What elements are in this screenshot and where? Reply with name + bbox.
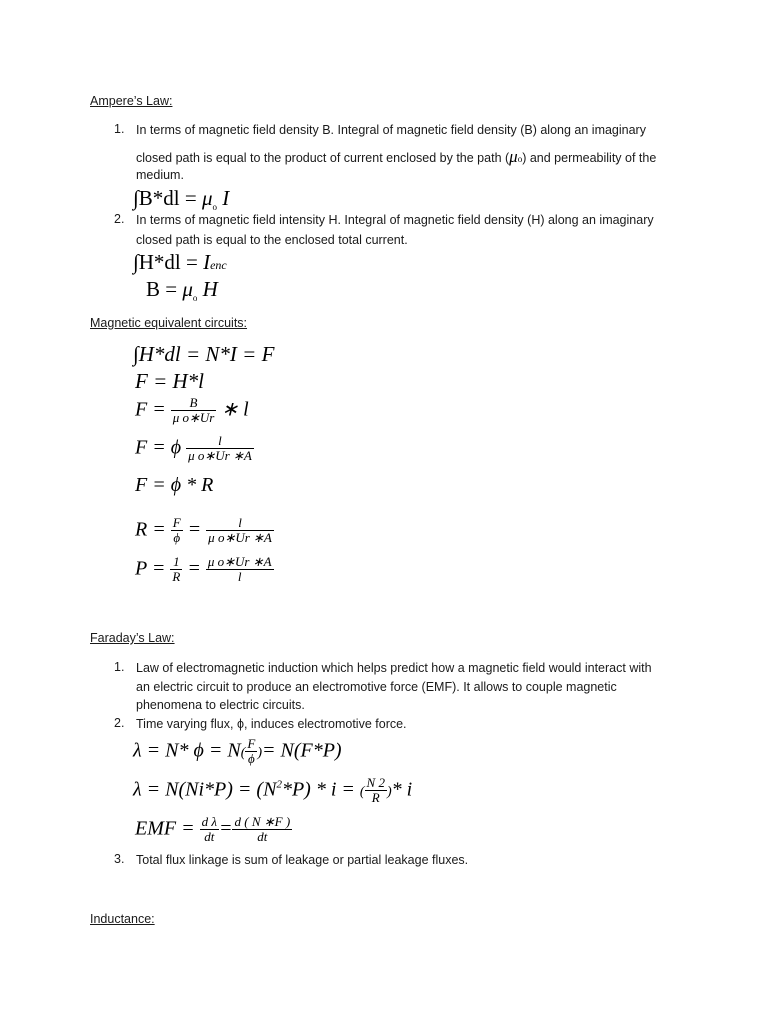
paren-open: ( (359, 784, 365, 800)
equation-reluctance (135, 516, 274, 546)
equation-ampere-b (133, 186, 229, 212)
ampere-item1-line2b: ) and permeability of the (522, 151, 657, 165)
fraction-numerator: F (247, 736, 256, 751)
paren-close: ) (386, 784, 392, 800)
faraday-item3-line1: Total flux linkage is sum of leakage or partial leakage fluxes. (136, 853, 469, 867)
fraction-numerator: B (171, 396, 217, 411)
ampere-item1-line3: medium. (136, 168, 184, 182)
fraction-denominator: μ o∗Ur ∗A (208, 530, 272, 546)
equation-f-phi-l (135, 434, 254, 464)
list-number: 1. (114, 660, 125, 674)
eq-lhs: R = (135, 518, 166, 541)
equation-f-phi-r: F = ϕ * R (135, 474, 214, 496)
fraction-numerator: F (172, 515, 181, 530)
list-number: 2. (114, 716, 125, 730)
fraction (245, 737, 257, 767)
eq-equals: = (218, 817, 233, 840)
equation-permeance (135, 555, 274, 585)
eq-lhs: EMF = (135, 817, 195, 840)
equation-b-mu-h (146, 277, 218, 303)
fraction-numerator: N 2 (366, 775, 385, 790)
eq-rhs: H (202, 277, 218, 301)
eq-mu: μ (182, 277, 193, 301)
faraday-item1-line2: an electric circuit to produce an electromotive force (EMF). It allows to couple magnetic (136, 680, 617, 694)
equation-flux-linkage-current (133, 776, 412, 806)
ampere-item1-line2 (136, 147, 656, 169)
eq-mid: *P) * i = (281, 778, 355, 801)
eq-rhs: I (203, 250, 211, 274)
fraction (365, 776, 387, 806)
fraction-denominator: ϕ (173, 530, 181, 546)
faraday-item2-line1: Time varying flux, ϕ, induces electromotive force. (136, 717, 407, 731)
fraction-denominator: dt (257, 829, 268, 845)
fraction (171, 516, 183, 546)
fraction-denominator: dt (204, 829, 215, 845)
eq-mu-sub: o (212, 202, 217, 213)
fraction-denominator: μ o∗Ur ∗A (188, 448, 252, 464)
eq-rhs: I (222, 186, 230, 210)
fraction-numerator: d ( N ∗F ) (234, 814, 291, 829)
eq-lhs: λ = N(Ni*P) = (N (133, 778, 277, 801)
fraction-denominator: l (237, 569, 242, 585)
eq-equals: = (184, 186, 197, 210)
fraction-denominator: R (172, 569, 181, 585)
fraction-denominator: μ o∗Ur (172, 410, 215, 426)
ampere-item2-line2: closed path is equal to the enclosed total current. (136, 233, 408, 247)
fraction-numerator: μ o∗Ur ∗A (207, 554, 272, 569)
equation-f-b (135, 396, 249, 426)
ampere-item1-line1: In terms of magnetic field density B. Integral of magnetic field density (B) along an imaginary (136, 123, 646, 137)
eq-lhs: λ = N* ϕ = N (133, 739, 241, 762)
equation-f-hl: F = H*l (135, 369, 204, 393)
fraction (200, 815, 219, 845)
fraction-denominator: R (371, 790, 380, 806)
eq-equals: = (187, 557, 201, 580)
eq-equals: = (186, 250, 198, 274)
ampere-item1-line2a: closed path is equal to the product of current enclosed by the path ( (136, 151, 510, 165)
list-number: 3. (114, 852, 125, 866)
faraday-item1-line1: Law of electromagnetic induction which helps predict how a magnetic field would interact with (136, 661, 652, 675)
fraction-numerator: l (186, 434, 254, 449)
ampere-item2-line1: In terms of magnetic field intensity H. Integral of magnetic field density (H) along an imaginary (136, 213, 654, 227)
paren-open: ( (240, 745, 246, 761)
equation-flux-linkage (133, 737, 342, 767)
list-number: 1. (114, 122, 125, 136)
eq-rhs: ∗ l (221, 398, 249, 421)
eq-rhs-sub: enc (210, 258, 227, 272)
paren-close: ) (257, 745, 262, 761)
equation-ampere-h (133, 250, 227, 275)
section-heading-magnetic: Magnetic equivalent circuits: (90, 316, 248, 330)
fraction (206, 555, 274, 585)
eq-lhs: ∫H*dl (133, 250, 181, 274)
eq-lhs: B (146, 277, 161, 301)
fraction-denominator: ϕ (247, 751, 255, 767)
section-heading-inductance: Inductance: (90, 912, 155, 926)
mu-symbol: μ (509, 147, 518, 166)
fraction (171, 396, 217, 426)
fraction-numerator: 1 (170, 555, 182, 570)
section-heading-ampere: Ampere’s Law: (90, 94, 173, 108)
eq-rhs: = N(F*P) (261, 739, 342, 762)
equation-mmf: ∫H*dl = N*I = F (133, 342, 275, 366)
list-number: 2. (114, 212, 125, 226)
fraction-numerator: d λ (201, 814, 217, 829)
eq-lhs: P = (135, 557, 166, 580)
fraction-numerator: l (206, 516, 274, 531)
mu-subscript: o (517, 154, 523, 164)
eq-mu: μ (201, 186, 213, 210)
fraction (206, 516, 274, 546)
eq-lhs: F = (135, 398, 166, 421)
fraction (170, 555, 182, 585)
eq-mu-sub: o (192, 293, 198, 304)
eq-rhs: * i (391, 778, 413, 801)
faraday-item1-line3: phenomena to electric circuits. (136, 698, 305, 712)
fraction (186, 434, 254, 464)
superscript: 2 (276, 778, 282, 791)
eq-lhs: F = ϕ (135, 436, 182, 459)
eq-equals: = (165, 277, 178, 301)
eq-lhs: ∫B*dl (133, 186, 180, 210)
equation-emf (135, 815, 292, 845)
eq-equals: = (187, 518, 202, 541)
fraction (232, 815, 292, 845)
section-heading-faraday: Faraday’s Law: (90, 631, 175, 645)
